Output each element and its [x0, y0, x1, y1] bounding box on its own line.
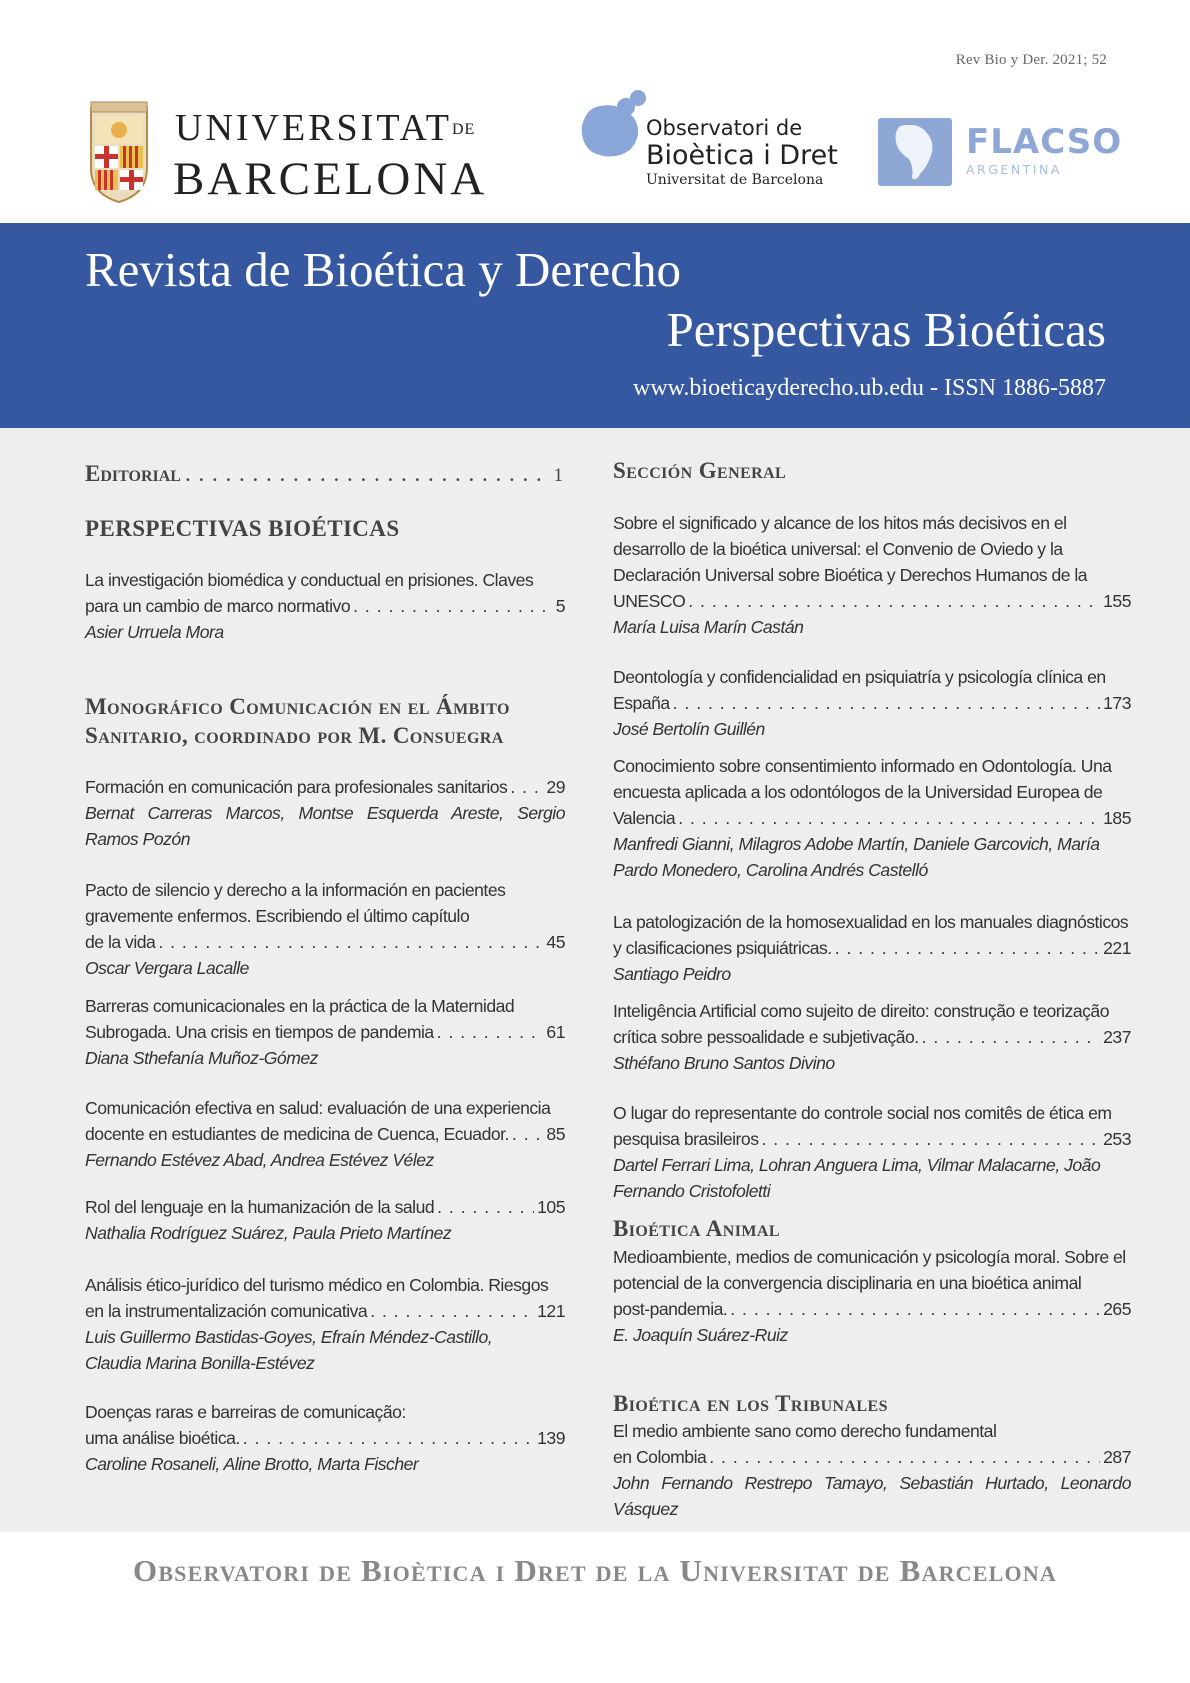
- journal-citation: Rev Bio y Der. 2021; 52: [955, 52, 1107, 68]
- section-bioetica-animal: Bioética Animal: [613, 1216, 780, 1241]
- flacso-logo: [878, 118, 1123, 188]
- toc-entry[interactable]: Rol del lenguaje en la humanización de la salud . . . 105 Nathalia Rodríguez Suárez, Paula Prieto Martínez: [85, 1194, 565, 1246]
- toc-entry[interactable]: Doenças raras e barreiras de comunicação: uma análise bioética. . . . 139 Caroline Rosaneli, Aline Brotto, Marta Fischer: [85, 1399, 565, 1477]
- toc-entry[interactable]: Comunicación efectiva en salud: evaluación de una experiencia docente en estudiantes de medicina de Cuenca, Ecuador. . . . 85 Fernando Estévez Abad, Andrea Estévez Vélez: [85, 1095, 565, 1173]
- observatori-line2: Bioètica i Dret: [646, 140, 838, 171]
- logo-bar: [0, 88, 1190, 208]
- journal-banner: [0, 223, 1190, 428]
- journal-subtitle: Perspectivas Bioéticas: [666, 302, 1106, 357]
- ub-logo: [85, 98, 495, 208]
- toc-left-column: [85, 428, 565, 1532]
- observatori-logo: [580, 88, 870, 198]
- journal-title: Revista de Bioética y Derecho: [85, 242, 681, 297]
- section-perspectivas: PERSPECTIVAS BIOÉTICAS: [85, 516, 400, 541]
- section-general: Sección General: [613, 458, 787, 483]
- toc-entry[interactable]: La investigación biomédica y conductual en prisiones. Claves para un cambio de marco normativo . . . 5 Asier Urruela Mora: [85, 567, 565, 645]
- toc-entry[interactable]: Análisis ético-jurídico del turismo médico en Colombia. Riesgos en la instrumentalización comunicativa . . . 121 Luis Guillermo Bastidas-Goyes, Efraín Méndez-Castillo, Claudia Marina Bonilla-Estévez: [85, 1272, 565, 1376]
- flacso-subtitle: ARGENTINA: [966, 162, 1062, 177]
- observatori-line1: Observatori de: [646, 116, 803, 140]
- toc-entry[interactable]: Sobre el significado y alcance de los hitos más decisivos en el desarrollo de la bioética universal: el Convenio de Oviedo y la Declaración Universal sobre Bioética y Derechos Humanos de la UNESCO . . . 155 María Luisa Marín Castán: [613, 510, 1131, 640]
- toc-entry[interactable]: Barreras comunicacionales en la práctica de la Maternidad Subrogada. Una crisis en tiempos de pandemia . . . 61 Diana Sthefanía Muñoz-Gómez: [85, 993, 565, 1071]
- ub-name-line2: BARCELONA: [173, 153, 488, 205]
- editorial-entry[interactable]: Editorial . . . 1: [85, 461, 563, 487]
- toc-entry[interactable]: Formación en comunicación para profesionales sanitarios . . . 29 Bernat Carreras Marcos, Montse Esquerda Areste, Sergio Ramos Pozón: [85, 774, 565, 852]
- toc-entry[interactable]: Conocimiento sobre consentimiento informado en Odontología. Una encuesta aplicada a los odontólogos de la Universidad Europea de Valencia . . . 185 Manfredi Gianni, Milagros Adobe Martín, Daniele Garcovich, María Pardo Monedero, Carolina Andrés Castelló: [613, 753, 1131, 883]
- observatori-blob-icon: [580, 88, 650, 163]
- section-monografico: Monográfico Comunicación en el Ámbito Sanitario, coordinado por M. Consuegra: [85, 694, 510, 748]
- observatori-line3: Universitat de Barcelona: [646, 172, 824, 188]
- toc-entry[interactable]: Deontología y confidencialidad en psiquiatría y psicología clínica en España . . . 173 José Bertolín Guillén: [613, 664, 1131, 742]
- table-of-contents: [0, 428, 1190, 1532]
- journal-url[interactable]: www.bioeticayderecho.ub.edu - ISSN 1886-5887: [632, 375, 1106, 401]
- toc-entry[interactable]: El medio ambiente sano como derecho fundamental en Colombia . . . 287 John Fernando Restrepo Tamayo, Sebastián Hurtado, Leonardo Vásquez: [613, 1418, 1131, 1522]
- section-bioetica-tribunales: Bioética en los Tribunales: [613, 1391, 888, 1416]
- toc-entry[interactable]: O lugar do representante do controle social nos comitês de ética em pesquisa brasileiros . . . 253 Dartel Ferrari Lima, Lohran Anguera Lima, Vilmar Malacarne, João Fernando Cristofoletti: [613, 1100, 1131, 1204]
- publisher-footer: Observatori de Bioètica i Dret de la Universitat de Barcelona: [133, 1553, 1057, 1588]
- toc-right-column: [613, 428, 1131, 1532]
- ub-shield-icon: [85, 98, 153, 206]
- toc-entry[interactable]: Pacto de silencio y derecho a la información en pacientes gravemente enfermos. Escribiendo el último capítulo de la vida . . . 45 Oscar Vergara Lacalle: [85, 877, 565, 981]
- toc-entry[interactable]: La patologización de la homosexualidad en los manuales diagnósticos y clasificaciones psiquiátricas. . . . 221 Santiago Peidro: [613, 909, 1131, 987]
- ub-name-line1: UNIVERSITATDE: [175, 107, 476, 149]
- toc-entry[interactable]: Medioambiente, medios de comunicación y psicología moral. Sobre el potencial de la convergencia disciplinaria en una bioética animal post-pandemia. . . . 265 E. Joaquín Suárez-Ruiz: [613, 1244, 1131, 1348]
- toc-entry[interactable]: Inteligência Artificial como sujeito de direito: construção e teorização crítica sobre pessoalidade e subjetivação. . . . 237 Sthéfano Bruno Santos Divino: [613, 998, 1131, 1076]
- americas-map-icon: [878, 118, 952, 186]
- flacso-name: FLACSO: [966, 122, 1123, 162]
